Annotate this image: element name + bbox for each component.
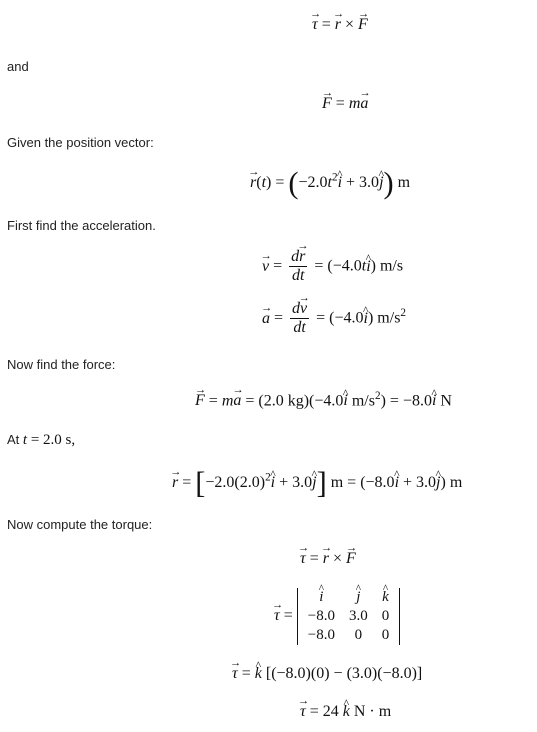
text-find-force: Now find the force: bbox=[7, 357, 116, 372]
equation-time-value: t = 2.0 s, bbox=[22, 432, 76, 448]
equation-acceleration: a → = $\frac{dv \to}{dt}$ = (−4.0i ^) $m/s^2$ bbox=[262, 300, 406, 338]
equation-newton-second-law: F → = ma → bbox=[322, 95, 368, 113]
equation-determinant: τ → = i ^ j ^ k ^ −8.0 3.0 0 −8.0 0 0 bbox=[274, 588, 400, 645]
equation-torque-definition: τ → = r → × F → bbox=[312, 16, 368, 34]
equation-torque-expansion: τ → = k ^ [(−8.0)(0) − (3.0)(−8.0)] bbox=[232, 665, 422, 683]
text-and: and bbox=[7, 59, 29, 74]
text-given-position: Given the position vector: bbox=[7, 135, 154, 150]
equation-position-at-time: r → = [$-2.0(2.0)^2i$ ^ + 3.0j ^] m = (−8.0i ^ + 3.0j ^) m bbox=[172, 466, 462, 501]
text-at-prefix: At bbox=[7, 432, 20, 447]
text-find-acceleration: First find the acceleration. bbox=[7, 218, 156, 233]
text-at-time bbox=[7, 432, 75, 449]
determinant-matrix: i ^ j ^ k ^ −8.0 3.0 0 −8.0 0 0 bbox=[297, 588, 400, 645]
equation-torque-definition-2: τ → = r → × F → bbox=[300, 550, 356, 568]
equation-position-vector: $r \to(t) = (-2.0t^2i$ ^ + 3.0j ^) m bbox=[250, 166, 410, 201]
equation-velocity: v → = $\frac{dr \to}{dt}$ = (−4.0ti ^) m/s bbox=[262, 248, 403, 286]
equation-force: F → = ma → = (2.0 kg)(−4.0i ^ $m/s^2) = -8.0i$ ^ N bbox=[195, 390, 452, 410]
text-compute-torque: Now compute the torque: bbox=[7, 517, 153, 532]
equation-torque-result: τ → = 24 k ^ N · m bbox=[300, 703, 391, 721]
